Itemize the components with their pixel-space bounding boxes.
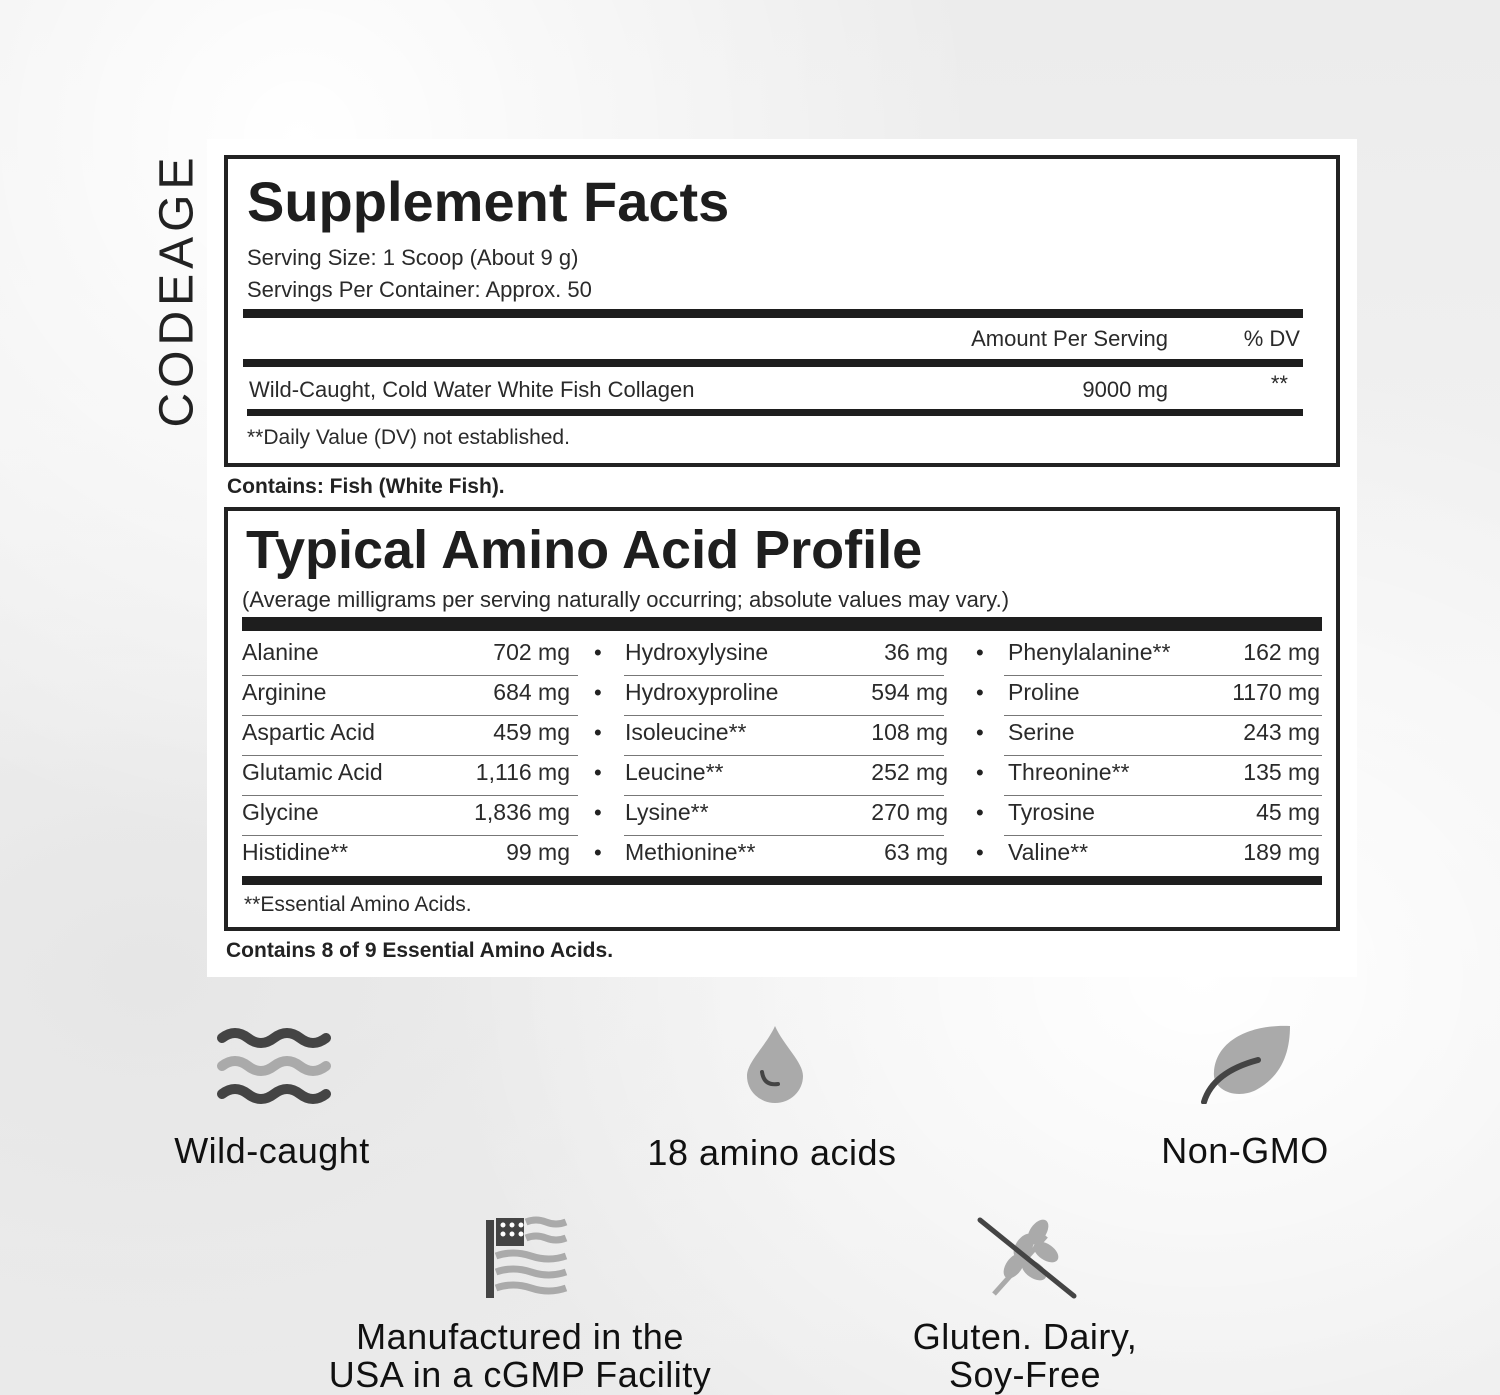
bullet-separator: • xyxy=(594,720,602,745)
contains-allergen-note: Contains: Fish (White Fish). xyxy=(227,475,505,498)
row-divider xyxy=(242,755,578,756)
bullet-separator: • xyxy=(594,640,602,665)
usa-flag-icon xyxy=(484,1216,568,1298)
amino-acid-name: Histidine** xyxy=(242,839,349,865)
amino-acid-value: 459 mg xyxy=(493,719,570,745)
amino-acid-value: 45 mg xyxy=(1256,799,1320,825)
amino-acid-name: Arginine xyxy=(242,679,327,705)
amino-acid-value: 99 mg xyxy=(506,839,570,865)
row-divider xyxy=(624,795,944,796)
amino-acid-name: Methionine** xyxy=(625,839,756,865)
thick-rule xyxy=(243,359,1303,367)
amino-acid-value: 594 mg xyxy=(871,679,948,705)
supplement-facts-title: Supplement Facts xyxy=(247,170,730,233)
amino-acid-name: Threonine** xyxy=(1008,759,1130,785)
bullet-separator: • xyxy=(594,800,602,825)
amino-acid-value: 270 mg xyxy=(871,799,948,825)
amino-acid-value: 1,116 mg xyxy=(475,759,570,785)
servings-per-container: Servings Per Container: Approx. 50 xyxy=(247,277,592,302)
amino-acid-value: 252 mg xyxy=(871,759,948,785)
amino-acid-value: 702 mg xyxy=(493,639,570,665)
amino-acid-name: Serine xyxy=(1008,719,1075,745)
amino-acid-name: Proline xyxy=(1008,679,1080,705)
amino-acid-name: Leucine** xyxy=(625,759,724,785)
leaf-icon xyxy=(1198,1024,1292,1104)
amino-acid-name: Hydroxyproline xyxy=(625,679,779,705)
brand-name: CODEAGE xyxy=(150,152,204,428)
row-divider xyxy=(1004,755,1322,756)
ingredient-amount: 9000 mg xyxy=(1082,377,1168,402)
feature-amino-acids: 18 amino acids xyxy=(647,1132,897,1173)
row-divider xyxy=(1004,675,1322,676)
amino-acid-value: 162 mg xyxy=(1243,639,1320,665)
amino-acid-value: 1170 mg xyxy=(1232,679,1320,705)
amino-acid-name: Glycine xyxy=(242,799,319,825)
amino-acid-name: Phenylalanine** xyxy=(1008,639,1171,665)
bullet-separator: • xyxy=(976,680,984,705)
amino-acid-name: Aspartic Acid xyxy=(242,719,375,745)
row-divider xyxy=(624,715,944,716)
thick-rule xyxy=(242,876,1322,885)
feature-non-gmo: Non-GMO xyxy=(1161,1130,1329,1171)
row-divider xyxy=(1004,835,1322,836)
amino-acid-value: 36 mg xyxy=(884,639,948,665)
amino-acid-value: 1,836 mg xyxy=(474,799,570,825)
amino-acid-value: 135 mg xyxy=(1243,759,1320,785)
brand-logo xyxy=(152,150,202,430)
feature-made-in-usa: Manufactured in the USA in a cGMP Facility xyxy=(328,1316,712,1395)
bullet-separator: • xyxy=(594,760,602,785)
amino-acid-name: Hydroxylysine xyxy=(625,639,769,665)
amino-acid-value: 243 mg xyxy=(1243,719,1320,745)
amino-profile-subtitle: (Average milligrams per serving naturally occurring; absolute values may vary.) xyxy=(242,587,1010,612)
thick-rule xyxy=(247,409,1303,416)
amino-profile-title: Typical Amino Acid Profile xyxy=(246,520,923,580)
row-divider xyxy=(242,795,578,796)
waves-icon xyxy=(216,1026,334,1108)
amino-acid-profile-box xyxy=(224,507,1340,931)
dv-footnote: **Daily Value (DV) not established. xyxy=(247,426,570,449)
no-wheat-icon xyxy=(976,1216,1080,1300)
amino-acid-name: Valine** xyxy=(1008,839,1089,865)
amino-acid-value: 189 mg xyxy=(1243,839,1320,865)
serving-size: Serving Size: 1 Scoop (About 9 g) xyxy=(247,245,579,270)
row-divider xyxy=(1004,715,1322,716)
amino-acid-value: 684 mg xyxy=(493,679,570,705)
feature-allergen-free: Gluten. Dairy, Soy-Free xyxy=(912,1316,1138,1395)
droplet-icon xyxy=(744,1024,806,1104)
supplement-facts-box xyxy=(224,155,1340,467)
bullet-separator: • xyxy=(976,800,984,825)
thick-rule xyxy=(242,617,1322,631)
essential-amino-note: Contains 8 of 9 Essential Amino Acids. xyxy=(226,939,614,962)
bullet-separator: • xyxy=(976,720,984,745)
dv-header: % DV xyxy=(1243,326,1300,351)
bullet-separator: • xyxy=(976,760,984,785)
amino-acid-name: Tyrosine xyxy=(1008,799,1095,825)
essential-footnote: **Essential Amino Acids. xyxy=(244,893,472,916)
row-divider xyxy=(624,755,944,756)
row-divider xyxy=(242,715,578,716)
feature-wild-caught: Wild-caught xyxy=(174,1130,370,1171)
bullet-separator: • xyxy=(594,680,602,705)
bullet-separator: • xyxy=(976,640,984,665)
ingredient-name: Wild-Caught, Cold Water White Fish Collagen xyxy=(249,377,695,402)
row-divider xyxy=(1004,795,1322,796)
amount-per-serving-header: Amount Per Serving xyxy=(971,326,1168,351)
amino-acid-name: Isoleucine** xyxy=(625,719,747,745)
bullet-separator: • xyxy=(976,840,984,865)
ingredient-dv: ** xyxy=(1270,371,1288,396)
bullet-separator: • xyxy=(594,840,602,865)
row-divider xyxy=(242,675,578,676)
row-divider xyxy=(624,835,944,836)
amino-acid-name: Glutamic Acid xyxy=(242,759,383,785)
amino-acid-value: 108 mg xyxy=(871,719,948,745)
thick-rule xyxy=(243,309,1303,318)
amino-acid-name: Alanine xyxy=(242,639,319,665)
row-divider xyxy=(624,675,944,676)
row-divider xyxy=(242,835,578,836)
amino-acid-name: Lysine** xyxy=(625,799,709,825)
amino-acid-value: 63 mg xyxy=(884,839,948,865)
